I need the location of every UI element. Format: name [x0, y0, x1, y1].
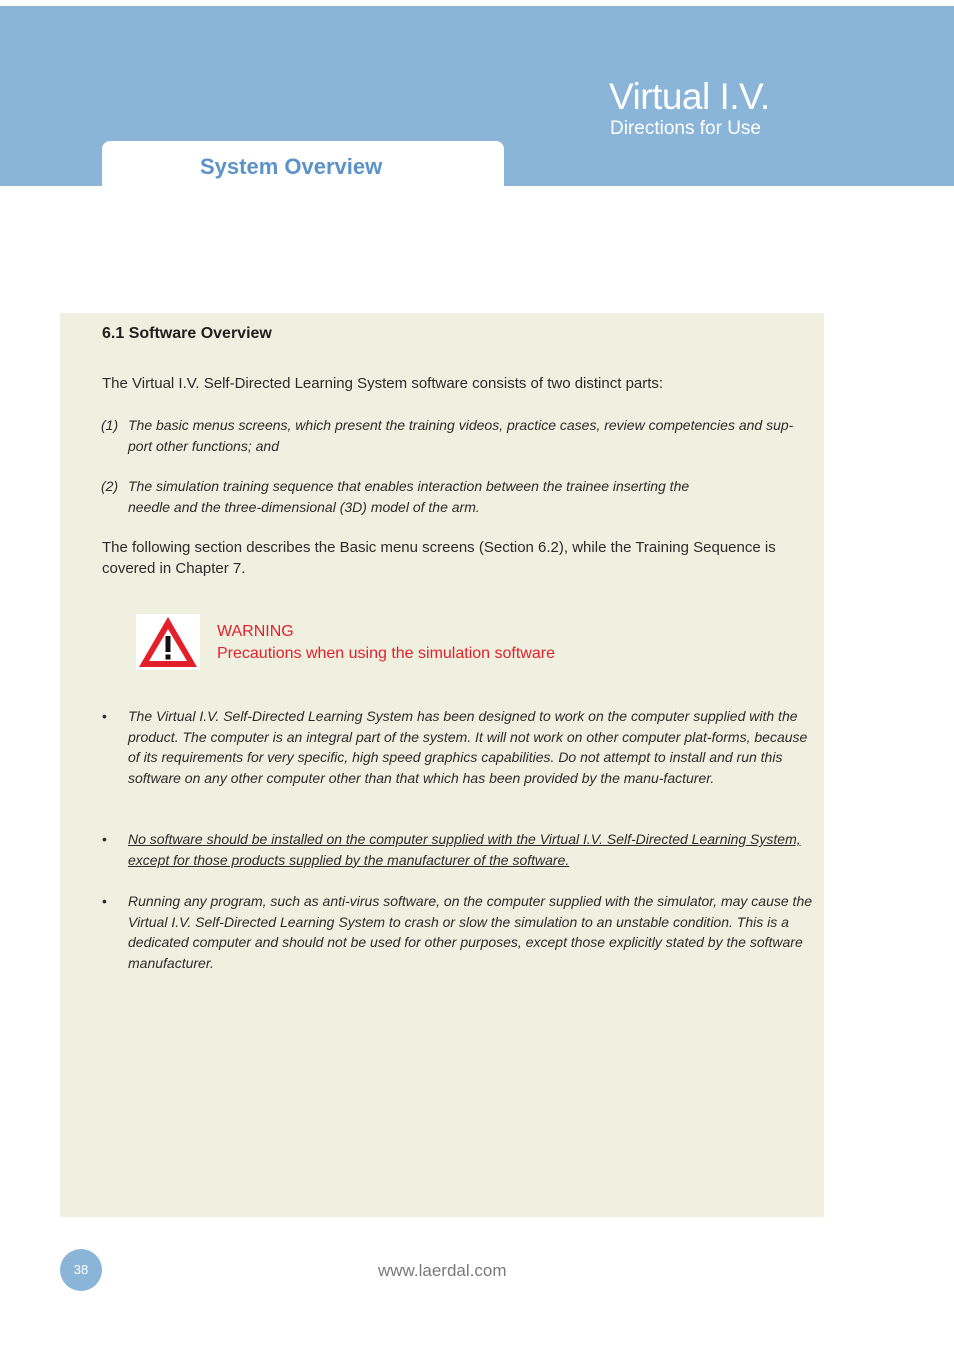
warning-title: WARNING [217, 623, 294, 640]
footer-url[interactable]: www.laerdal.com [378, 1261, 507, 1280]
list-item-text: The basic menus screens, which present the training videos, practice cases, review competencies and sup-port other functions; and [128, 417, 794, 454]
bullet-item [102, 706, 812, 788]
intro-paragraph: The Virtual I.V. Self-Directed Learning System software consists of two distinct parts: [102, 375, 664, 392]
bullet-text: The Virtual I.V. Self-Directed Learning System has been designed to work on the computer supplied with the product. The computer is an integral part of the system. It will not work on other computer plat-forms, because of its requirements for very specific, high speed graphics capabilities. Do not attempt to install and run this software on any other computer other than that which has been provided by the manu-facturer. [128, 708, 808, 786]
document-subtitle: Directions for Use [610, 118, 761, 139]
document-title: Virtual I.V. [609, 76, 770, 117]
bullet-text: No software should be installed on the computer supplied with the Virtual I.V. Self-Directed Learning System, except for those products supplied by the manufacturer of the software. [128, 831, 801, 868]
section-tab [102, 141, 504, 192]
content-panel [60, 313, 824, 1217]
list-item-part-2 [101, 476, 801, 517]
warning-subtitle: Precautions when using the simulation software [217, 645, 555, 662]
header-band [0, 6, 954, 186]
bullet-text: Running any program, such as anti-virus software, on the computer supplied with the simulator, may cause the Virtual I.V. Self-Directed Learning System to crash or slow the simulation to an unstable condition. This is a dedicated computer and should not be used for other purposes, except those explicitly stated by the software manufacturer. [128, 893, 813, 971]
bullet-marker: • [102, 893, 107, 909]
list-item-part-1 [101, 415, 801, 456]
warning-triangle-icon [136, 614, 200, 670]
following-paragraph: The following section describes the Basic menu screens (Section 6.2), while the Training Sequence is covered in Chapter 7. [102, 539, 776, 577]
bullet-marker: • [102, 831, 107, 847]
list-item-number: (2) [101, 478, 119, 494]
bullet-item [102, 829, 812, 870]
list-item-number: (1) [101, 417, 119, 433]
section-heading: 6.1 Software Overview [102, 325, 272, 342]
section-tab-label: System Overview [200, 154, 383, 179]
page-number-badge: 38 [60, 1249, 102, 1291]
bullet-marker: • [102, 708, 107, 724]
bullet-item [102, 891, 812, 973]
list-item-text: The simulation training sequence that enables interaction between the trainee inserting the needle and the three-dimensional (3D) model of the arm. [128, 478, 690, 515]
